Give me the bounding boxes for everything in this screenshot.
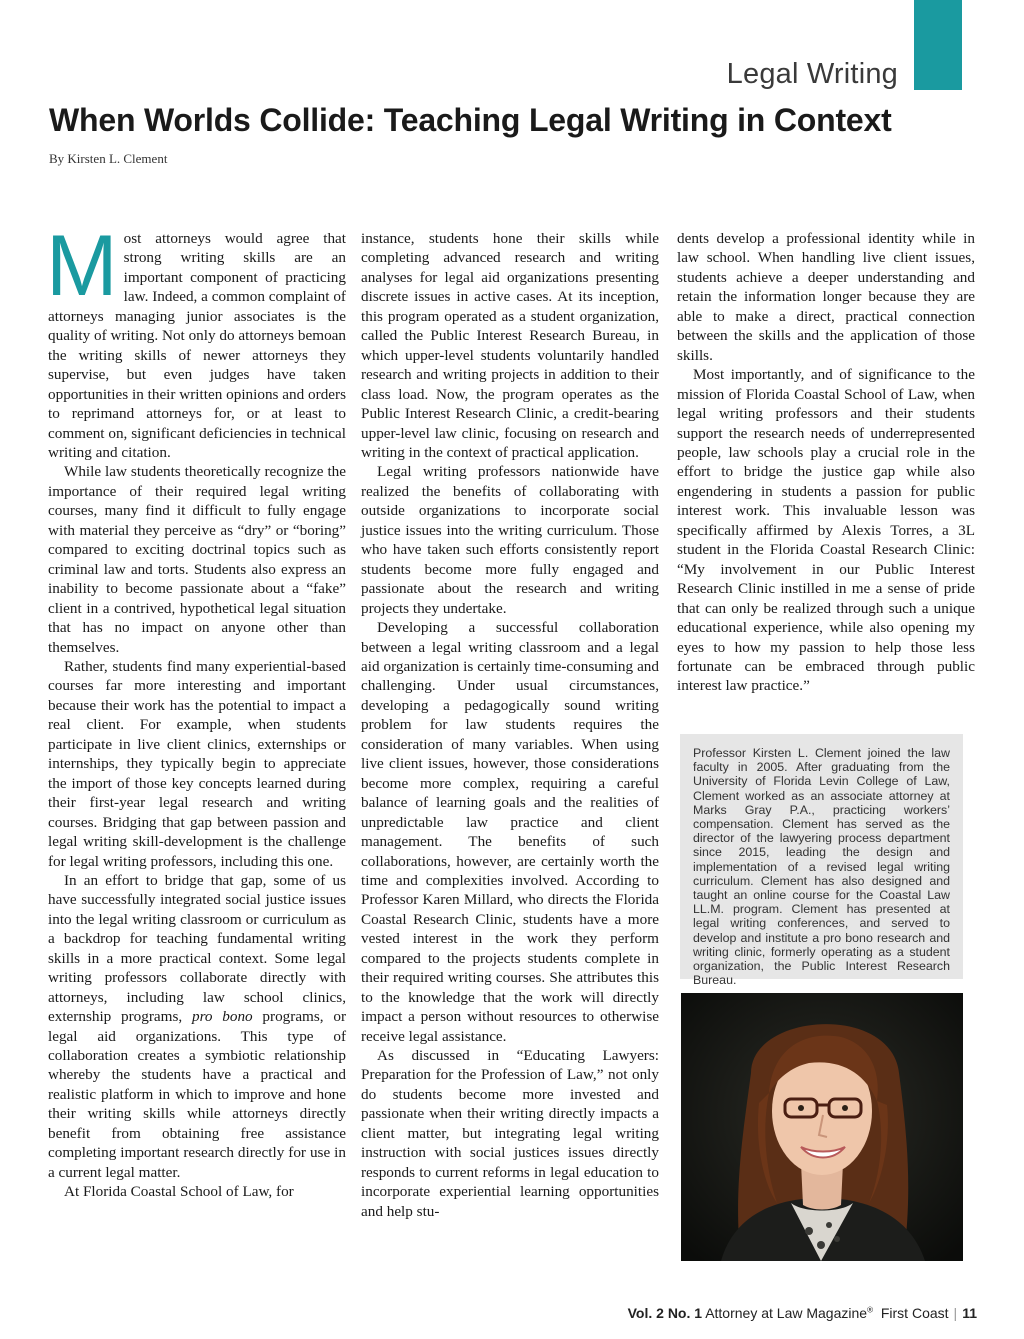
drop-cap: M [46,218,118,314]
paragraph: In an effort to bridge that gap, some of us have successfully integrated social justice issues into the legal writing classroom or curriculum as a backdrop for teaching fundamental writing skills in a more practical context. Some legal writing professors collaborate directly with attorneys, including law school clinics, externship programs, pro bono programs, or legal aid organizations. This type of collaboration creates a symbiotic relationship whereby the students have a practical and realistic platform in which to improve and hone their writing skills while attorneys directly benefit from obtaining free assistance completing important research directly for use in a current legal matter. [48,871,347,1181]
author-bio-text: Professor Kirsten L. Clement joined the law faculty in 2005. After graduating from the University of Florida Levin College of Law, Clement worked as an associate attorney at Marks Gray P.A., practicing workers’ compensation. Clement has served as the director of the lawyering process department since 2015, leading the design and implementation of a revised legal writing curriculum. Clement has also designed and taught an online course for the Coastal Law LL.M. program. Clement has presented at legal writing conferences, and served to develop and institute a pro bono research and writing clinic, formerly operating as a student organization, the Public Interest Research Bureau. [693,746,950,988]
section-label: Legal Writing [726,58,898,90]
page-footer [628,1305,977,1321]
page-number: 11 [962,1305,977,1321]
magazine-name: Attorney at Law Magazine [705,1305,868,1321]
paragraph: At Florida Coastal School of Law, for [64,1183,294,1201]
author-portrait-illustration [681,993,963,1261]
author-photo [681,993,963,1261]
paragraph: instance, students hone their skills while completing advanced research and writing analyses for legal aid organizations presenting discrete issues in active cases. At its inception, this program operated as a student organization, called the Public Interest Research Bureau, in which upper-level students voluntarily handled research and writing projects in addition to their class load. Now, the program operates as the Public Interest Research Clinic, a credit-bearing upper-level law clinic, focusing on research and writing in the context of practical application. [361,230,659,461]
article-column-3 [677,229,975,696]
paragraph: Developing a successful collaboration between a legal writing classroom and a legal aid organization is certainly time-consuming and challenging. Under usual circumstances, developing a pedagogically sound writing problem for law students requires the consideration of many variables. When using live client issues, however, those considerations become more complex, requiring a careful balance of learning goals and the realities of unpredictable law practice and client management. The benefits of such collaborations, however, are certainly worth the time and complexities involved. According to Professor Karen Millard, who directs the Florida Coastal Research Clinic, students have a more vested interest in the work they perform compared to the projects students complete in their required writing courses. She attributes this to the knowledge that the work will directly impact a person without resources to otherwise receive legal assistance. [361,619,659,1045]
paragraph: dents develop a professional identity while in law school. When handling live client issues, students achieve a deeper understanding and retain the information longer because they are able to make a direct, practical connection between the skills and the application of those skills. [677,230,975,364]
footer-divider: | [953,1305,958,1321]
article-column-1 [46,218,347,1202]
italic-term: pro bono [191,1008,253,1026]
paragraph: Most importantly, and of significance to the mission of Florida Coastal School of Law, when legal writing professors and their students support the research needs of underrepresented people, law schools play a crucial role in the effort to bridge the justice gap while also engendering in students a passion for public interest work. This invaluable lesson was specifically affirmed by Alexis Torres, a 3L student in the Florida Coastal Research Clinic: “My involvement in our Public Interest Research Clinic instilled in me a sense of pride that can only be realized through such a unique educational experience, while also opening my eyes to how my passion to help those less fortunate can be embraced through public interest law practice.” [677,366,975,695]
edition-name: First Coast [880,1305,949,1321]
registered-mark: ® [867,1305,873,1315]
paragraph: Rather, students find many experiential-based courses far more interesting and important because their work has the potential to impact a real client. For example, when students participate in live client clinics, externships or internships, they typically begin to appreciate the import of those key concepts learned during their first-year legal research and writing courses. Bridging that gap between passion and legal writing skill-development is the challenge for legal writing professors, including this one. [48,657,346,870]
paragraph: While law students theoretically recognize the importance of their required legal writing courses, many find it difficult to fully engage with material they perceive as “dry” or “boring” compared to exciting doctrinal topics such as criminal law and torts. Students also express an inability to become passionate about a “fake” client in a contrived, hypothetical legal situation that has no impact on anyone other than themselves. [48,463,346,656]
article-column-2 [361,229,659,1221]
byline: By Kirsten L. Clement [49,151,168,166]
section-accent-block [914,0,962,90]
paragraph: As discussed in “Educating Lawyers: Preparation for the Profession of Law,” not only do students become more invested and passionate when their writing directly impacts a client matter, but integrating legal writing instruction with social justices issues directly responds to current reforms in legal education to incorporate experiential learning opportunities and help stu- [361,1047,659,1220]
issue-label: Vol. 2 No. 1 [627,1305,703,1321]
article-title: When Worlds Collide: Teaching Legal Writing in Context [49,102,892,138]
paragraph: Legal writing professors nationwide have realized the benefits of collaborating with outside organizations to incorporate social justice issues into the writing curriculum. Those who have taken such efforts consistently report students become more fully engaged and passionate about the research and writing projects they undertake. [361,463,659,617]
paragraph: Most attorneys would agree that strong writing skills are an important component of practicing law. Indeed, a common complaint of attorneys managing junior associates is the quality of writing. Not only do attorneys bemoan the writing skills of newer attorneys they supervise, but even judges have taken opportunities in their written opinions and orders to reprimand attorneys for, or at least to comment on, significant deficiencies in technical writing and citation. [46,218,346,461]
author-bio-box [680,734,963,988]
